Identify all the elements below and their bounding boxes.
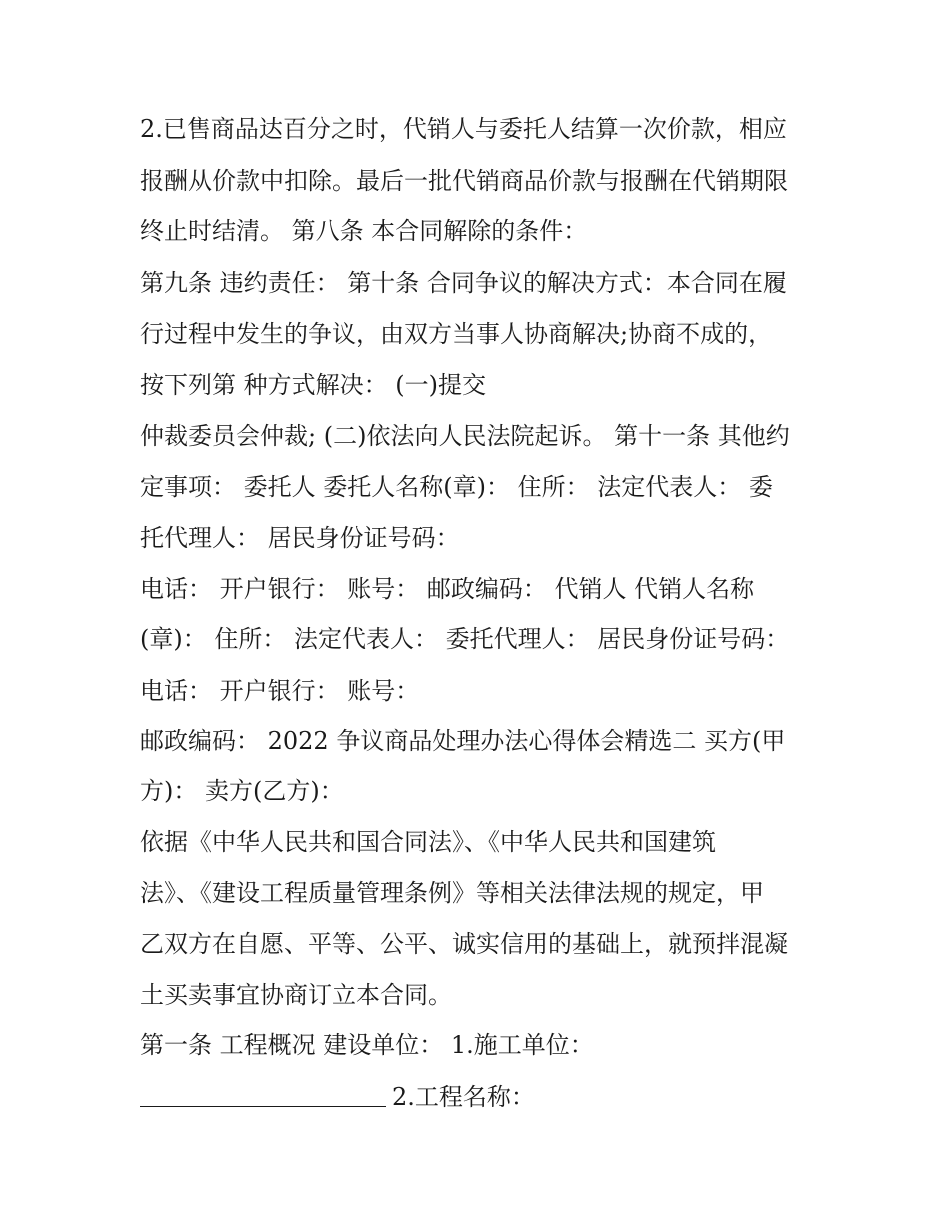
fill-in-blank-underline (140, 1082, 386, 1107)
text-line: 托代理人： 居民身份证号码： (140, 524, 460, 552)
text-line: 土买卖事宜协商订立本合同。 (140, 981, 452, 1009)
text-line: 方)： 卖方(乙方)： (140, 777, 344, 805)
text-line: 乙双方在自愿、平等、公平、诚实信用的基础上，就预拌混凝 (140, 930, 788, 958)
text-line: 第一条 工程概况 建设单位： 1.施工单位： (140, 1031, 594, 1059)
text-line: 终止时结清。 第八条 本合同解除的条件： (140, 217, 588, 245)
text-segment: 2.工程名称： (392, 1083, 535, 1111)
text-line: 电话： 开户银行： 账号： (140, 677, 420, 705)
text-line: 定事项： 委托人 委托人名称(章)： 住所： 法定代表人： 委 (140, 473, 773, 501)
text-line: 邮政编码： 2022 争议商品处理办法心得体会精选二 买方(甲 (140, 727, 786, 755)
text-line: (章)： 住所： 法定代表人： 委托代理人： 居民身份证号码： (140, 625, 790, 653)
text-line: 电话： 开户银行： 账号： 邮政编码： 代销人 代销人名称 (140, 575, 755, 603)
text-line: 第九条 违约责任： 第十条 合同争议的解决方式：本合同在履 (140, 269, 787, 297)
text-line: 行过程中发生的争议，由双方当事人协商解决;协商不成的， (140, 320, 773, 348)
text-line: 依据《中华人民共和国合同法》、《中华人民共和国建筑 (140, 828, 716, 856)
text-line-with-blank (140, 1082, 535, 1112)
text-line: 报酬从价款中扣除。最后一批代销商品价款与报酬在代销期限 (140, 167, 788, 195)
text-line: 按下列第 种方式解决： (一)提交 (140, 371, 486, 399)
text-line: 仲裁委员会仲裁; (二)依法向人民法院起诉。 第十一条 其他约 (140, 422, 790, 450)
text-line: 2.已售商品达百分之时，代销人与委托人结算一次价款，相应 (140, 115, 787, 143)
text-line: 法》、《建设工程质量管理条例》等相关法律法规的规定，甲 (140, 879, 764, 907)
